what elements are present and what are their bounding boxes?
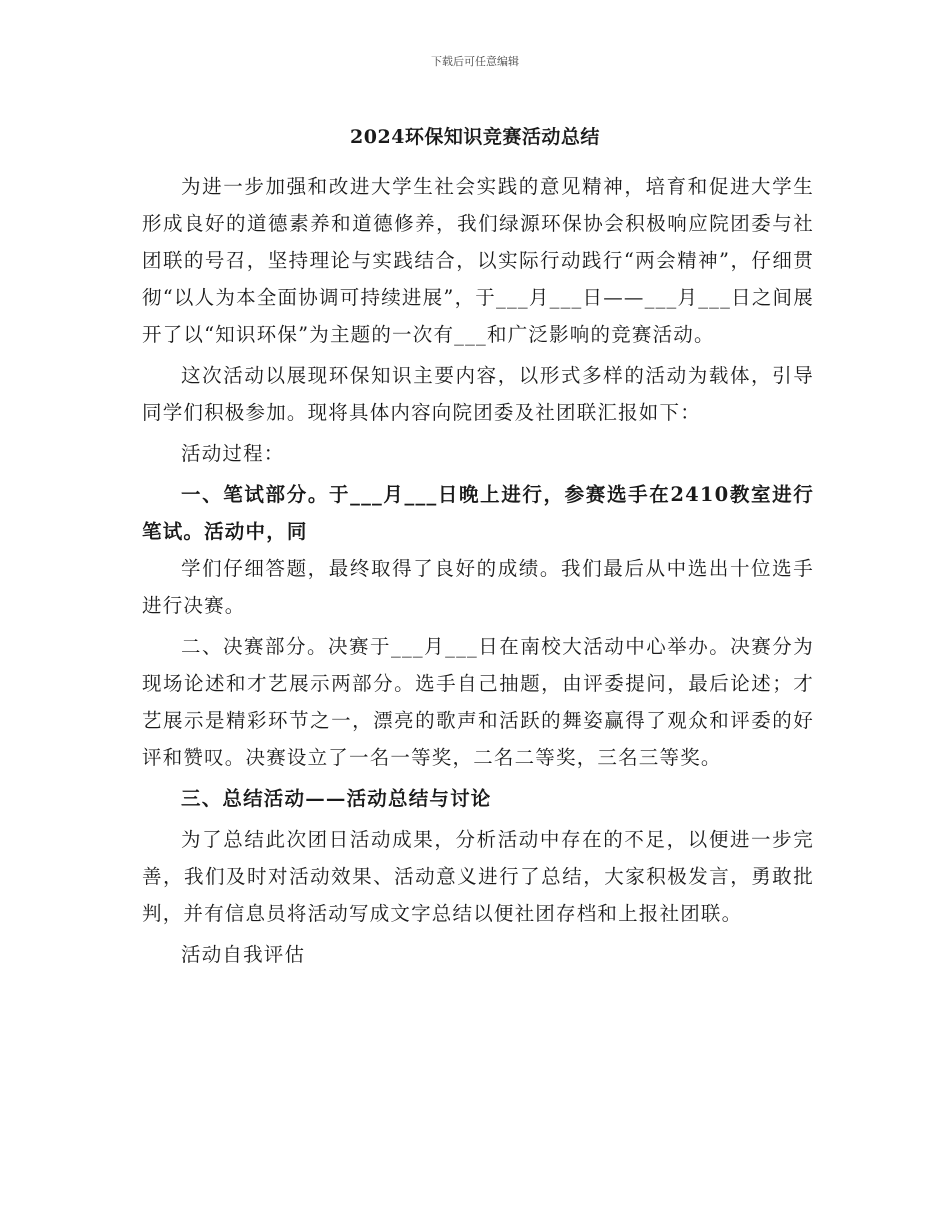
paragraph-intro: 为进一步加强和改进大学生社会实践的意见精神，培育和促进大学生形成良好的道德素养和道德修养，我们绿源环保协会积极响应院团委与社团联的号召，坚持理论与实践结合，以实际行动践行“两会精神”，仔细贯彻“以人为本全面协调可持续进展”，于___月___日——___月___日之间展开了以“知识环保”为主题的一次有___和广泛影响的竞赛活动。 xyxy=(142,175,814,346)
section-heading-summary: 三、总结活动——活动总结与讨论 xyxy=(181,787,492,810)
document-title: 2024环保知识竞赛活动总结 xyxy=(350,126,600,148)
paragraph-summary: 为了总结此次团日活动成果，分析活动中存在的不足，以便进一步完善，我们及时对活动效果、活动意义进行了总结，大家积极发言，勇敢批判，并有信息员将活动写成文字总结以便社团存档和上报社团联。 xyxy=(142,828,814,925)
section-heading-written-test: 一、笔试部分。于___月___日晚上进行，参赛选手在2410教室进行笔试。活动中，同 xyxy=(142,483,814,543)
page-header: 下载后可任意编辑 xyxy=(431,55,519,68)
paragraph-written-test: 学们仔细答题，最终取得了良好的成绩。我们最后从中选出十位选手进行决赛。 xyxy=(142,557,814,617)
document-body xyxy=(142,168,814,977)
paragraph-final: 二、决赛部分。决赛于___月___日在南校大活动中心举办。决赛分为现场论述和才艺展示两部分。选手自己抽题，由评委提问，最后论述；才艺展示是精彩环节之一，漂亮的歌声和活跃的舞姿赢得了观众和评委的好评和赞叹。决赛设立了一名一等奖，二名二等奖，三名三等奖。 xyxy=(142,635,814,769)
paragraph-self-assessment: 活动自我评估 xyxy=(181,943,306,966)
paragraph-overview: 这次活动以展现环保知识主要内容，以形式多样的活动为载体，引导同学们积极参加。现将具体内容向院团委及社团联汇报如下： xyxy=(142,364,814,424)
paragraph-process-label: 活动过程： xyxy=(181,442,285,465)
